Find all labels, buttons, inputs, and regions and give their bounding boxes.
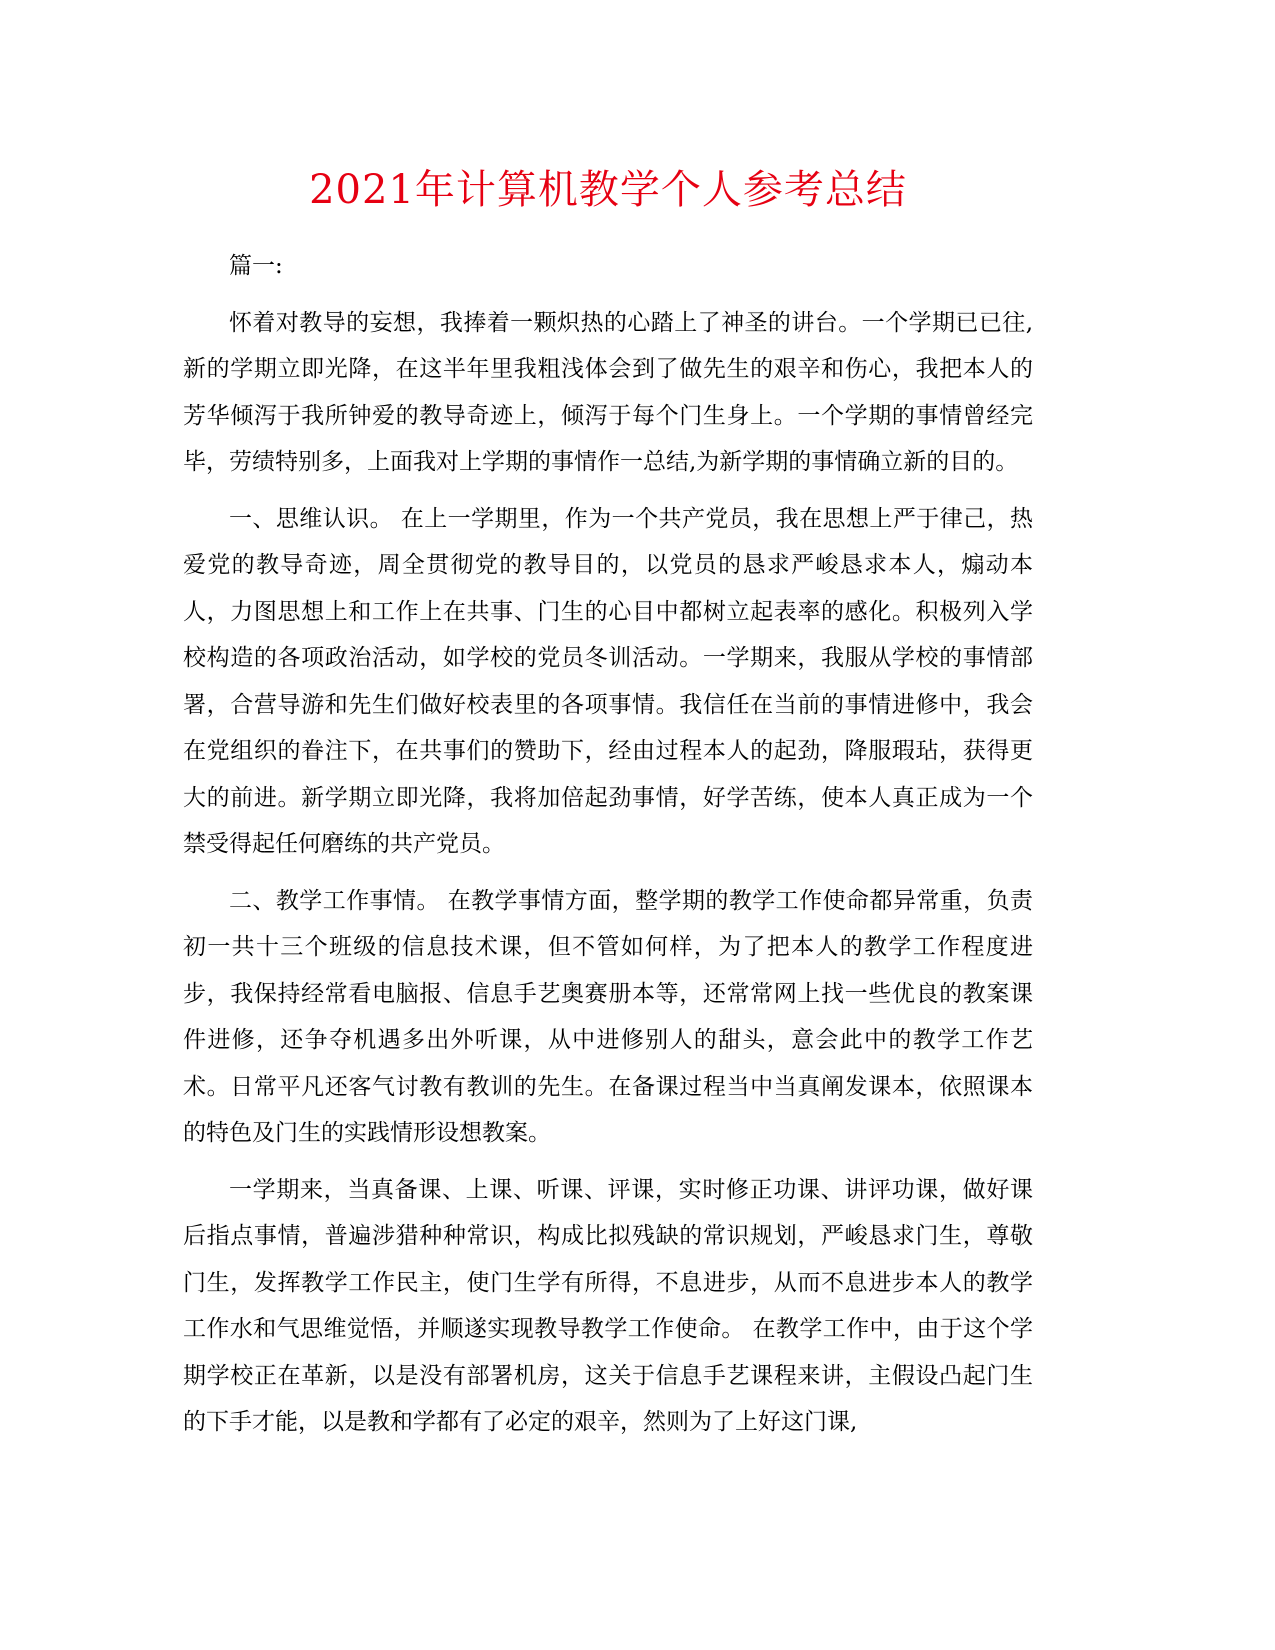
paragraph-intro: 怀着对教导的妄想，我捧着一颗炽热的心踏上了神圣的讲台。一个学期已已往,新的学期立即光降，在这半年里我粗浅体会到了做先生的艰辛和伤心，我把本人的芳华倾泻于我所钟爱的教导奇迹上，倾泻于每个门生身上。一个学期的事情曾经完毕，劳绩特别多，上面我对上学期的事情作一总结,为新学期的事情确立新的目的。	[183, 309, 1033, 475]
paragraph-thinking: 一、思维认识。 在上一学期里，作为一个共产党员，我在思想上严于律己，热爱党的教导奇迹，周全贯彻党的教导目的，以党员的恳求严峻恳求本人，煽动本人，力图思想上和工作上在共事、门生的心目中都树立起表率的感化。积极列入学校构造的各项政治活动，如学校的党员冬训活动。一学期来，我服从学校的事情部署，合营导游和先生们做好校表里的各项事情。我信任在当前的事情进修中，我会在党组织的眷注下，在共事们的赞助下，经由过程本人的起劲，降服瑕玷，获得更大的前进。新学期立即光降，我将加倍起劲事情，好学苦练，使本人真正成为一个禁受得起任何磨练的共产党员。	[183, 505, 1033, 857]
document-page	[183, 165, 1033, 1456]
paragraph-teaching-work: 二、教学工作事情。 在教学事情方面，整学期的教学工作使命都异常重，负责初一共十三个班级的信息技术课，但不管如何样，为了把本人的教学工作程度进步，我保持经常看电脑报、信息手艺奥赛册本等，还常常网上找一些优良的教案课件进修，还争夺机遇多出外听课，从中进修别人的甜头，意会此中的教学工作艺术。日常平凡还客气讨教有教训的先生。在备课过程当中当真阐发课本，依照课本的特色及门生的实践情形设想教案。	[183, 887, 1033, 1146]
paragraph-semester-summary: 一学期来，当真备课、上课、听课、评课，实时修正功课、讲评功课，做好课后指点事情，普遍涉猎种种常识，构成比拟残缺的常识规划，严峻恳求门生，尊敬门生，发挥教学工作民主，使门生学有所得，不息进步，从而不息进步本人的教学工作水和气思维觉悟，并顺遂实现教导教学工作使命。 在教学工作中，由于这个学期学校正在革新，以是没有部署机房，这关于信息手艺课程来讲，主假设凸起门生的下手才能，以是教和学都有了必定的艰辛，然则为了上好这门课,	[183, 1176, 1033, 1435]
paragraph-section-label: 篇一:	[229, 253, 283, 279]
document-title: 2021年计算机教学个人参考总结	[309, 167, 907, 213]
